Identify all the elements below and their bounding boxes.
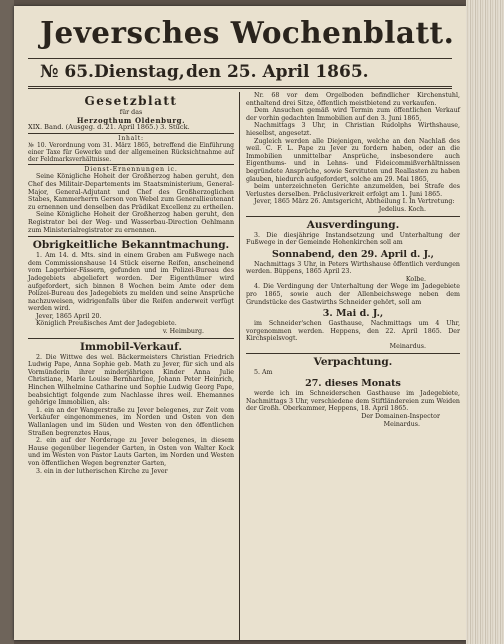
bekanntmachung-signature: v. Heimburg. <box>162 328 204 336</box>
right-continuation: Nr. 68 vor dem Orgelboden befindlicher Kirchenstuhl, enthaltend drei Sitze, öffentlich meistbietend zu verkaufen. <box>246 92 460 107</box>
gesetzblatt-sub2: Herzogthum Oldenburg. <box>76 115 186 125</box>
bekanntmachung-text: 1. Am 14. d. Mts. sind in einem Graben am Fußwege nach dem Commissionshause 14 Stück eiserne Reifen, anscheinend vom Lagerbier-Fässern, gefunden und im Polizei-Bureau des Jadegebiets abgeliefert worden. Der Eigenthümer wird aufgefordert, sich binnen 8 Wochen beim Amte oder dem Polizei-Bureau des Jadegebiets zu melden und seine Ansprüche nachzuweisen, widrigenfalls über die Reifen anderweit verfügt werden wird. <box>28 252 234 313</box>
newspaper-title: Jeversches Wochenblatt. <box>40 16 455 51</box>
verpachtung-signature: Meinardus. <box>383 420 420 428</box>
ausverdingung-text3: 4. Die Verdingung der Unterhaltung der Wege im Jadegebiete pro 1865, sowie auch der Allenbeichswege neben dem Grundstücke des Gastwirths Schneider gehört, soll am <box>246 283 460 306</box>
ausverdingung-text1: 3. Die diesjährige Instandsetzung und Unterhaltung der Fußwege in der Gemeinde Hohenkirchen soll am <box>246 231 460 247</box>
column-divider <box>239 92 240 640</box>
section-rule <box>246 216 460 217</box>
inhalt-box <box>28 133 234 165</box>
right-p1: Dem Ansuchen gemäß wird Termin zum öffentlichen Verkauf der vorhin gedachten Immobilien auf den 3. Juni 1865, <box>246 107 460 122</box>
bekanntmachung-heading: Obrigkeitliche Bekanntmachung. <box>32 239 230 252</box>
issue-number: № 65. <box>40 62 94 82</box>
right-p4: beim unterzeichneten Gerichte anzumelden, bei Strafe des Verlustes derselben. Präclusiverkreit erfolgt am 1. Juni 1865. <box>246 183 460 198</box>
immobil-item2: 2. ein auf der Norderage zu Jever belegenes, in diesem Hause gegenüber liegender Garten, in Osten von Walter Kock und im Westen von Pastor Lauts Garten, im Norden und Westen von öffentlichen Wegen begrenzter Garten, <box>28 437 234 467</box>
verpachtung-date: 27. dieses Monats <box>305 378 401 390</box>
right-column <box>246 92 460 428</box>
masthead-rule <box>28 58 452 59</box>
section-rule <box>28 236 234 237</box>
issue-day: Dienstag, <box>94 62 185 82</box>
gesetzblatt-title: Gesetzblatt <box>84 94 178 108</box>
immobil-item1: 1. ein an der Wangerstraße zu Jever belegenes, zur Zeit vom Verkäufer eingenommenes, im Norden und Osten von den Wallanlagen und im Süden und Westen von den öffentlichen Straßen begrenztes Haus, <box>28 406 234 437</box>
ausverdingung-heading: Ausverdingung. <box>306 218 400 231</box>
right-signature: Jedelius. Koch. <box>378 205 426 213</box>
bekanntmachung-place: Jever, 1865 April 20. <box>36 312 102 320</box>
verpachtung-office: Der Domainen-Inspector <box>361 413 440 420</box>
gesetzblatt-sub1: für das <box>119 109 143 116</box>
right-p2: Nachmittags 3 Uhr, in Christian Rudolphs Wirthshause, hieselbst, angesetzt. <box>246 122 460 137</box>
ausverdingung-date1: Sonnabend, den 29. April d. J., <box>272 248 434 260</box>
dienst-p2: Seine Königliche Hoheit der Großherzog haben geruht, den Registrator bei der Weg- und Wasserbau-Direction Oehlmann zum Ministerialregistrator zu ernennen. <box>28 211 234 234</box>
book-edge-right <box>466 0 504 644</box>
immobil-item3: 3. ein in der lutherischen Kirche zu Jever <box>36 467 168 475</box>
bekanntmachung-office: Königlich Preußisches Amt der Jadegebiete. <box>36 320 177 328</box>
inhalt-text: № 10. Verordnung vom 31. März 1865, betreffend die Einführung einer Taxe für Gewerke und der allgemeinen Rücksichtnahme auf der Feldmarksverhältnisse. <box>28 141 234 163</box>
dienst-heading: Dienst-Ernennungen ic. <box>84 165 178 173</box>
ausverdingung-text2: Nachmittags 3 Uhr, in Peters Wirthshause öffentlich verdungen werden. Büppens, 1865 April 23. <box>246 260 460 276</box>
right-p5: Jever, 1865 März 26. Amtsgericht, Abtheilung I. In Vertretung: <box>254 198 455 206</box>
immobil-heading: Immobil-Verkauf. <box>80 340 182 353</box>
section-rule <box>246 353 460 354</box>
gesetzblatt-volume: XIX. Band. (Ausgeg. d. 21. April 1865.) 3. Stück. <box>28 123 190 132</box>
immobil-text: 2. Die Wittwe des wel. Bäckermeisters Christian Friedrich Ludwig Pape, Anna Sophie geb. Math zu Jever, für sich und als Vormünderin ihrer minderjährigen Kinder Anna Julie Christiane, Marie Louise Bernhardine, Johann Peter Heinrich, Hinchen Wilhelmine Catharine und Sophie Ludwig Georg Pape, beabsichtigt folgende zum Nachlasse ihres weil. Ehemannes gehörige Immobilien, als: <box>28 353 234 407</box>
ausverdingung-signature2: Meinardus. <box>389 343 426 351</box>
verpachtung-heading: Verpachtung. <box>313 355 393 368</box>
verpachtung-text2: werde ich im Schneiderschen Gasthause im Jadegebiete, Nachmittags 3 Uhr, verschiedene dem Stiftländereien zum Weiden der Großh. Oberkammer, Heppens, 18. April 1865. <box>246 390 460 413</box>
ausverdingung-date2: 3. Mai d. J., <box>322 308 384 320</box>
ausverdingung-signature1: Kolbe. <box>405 275 426 283</box>
issue-line <box>36 62 446 84</box>
verpachtung-text1: 5. Am <box>254 368 273 376</box>
right-p3: Zugleich werden alle Diejenigen, welche an den Nachlaß des weil. C. F. L. Pape zu Jever zu fordern haben, oder an die Immobilien unmittelbar Ansprüche, insbesondere auch Eigenthums- und in Lehns- und Fideicommißverhältnissen begründete Ansprüche, sowie Servituten und Reallasten zu haben glauben, hiedurch aufgefordert, solche am 29. Mai 1865, <box>246 137 460 183</box>
issue-rule <box>28 86 452 89</box>
newspaper-page <box>14 6 466 640</box>
section-rule <box>28 338 234 339</box>
inhalt-heading: Inhalt: <box>118 134 144 142</box>
dienst-p1: Seine Königliche Hoheit der Großherzog haben geruht, den Chef des Militair-Departements im Staatsministerium, General-Major, General-Adjutant und Chef des Großherzoglichen Stabes, Kammerherrn Gerson von Webel zum Generallieutenant zu ernennen und denselben das Prädikat Excellenz zu ertheilen. <box>28 173 234 211</box>
book-edge-left <box>0 0 14 644</box>
left-column <box>28 92 234 475</box>
issue-date: den 25. April 1865. <box>186 62 369 82</box>
ausverdingung-text4: im Schneider'schen Gasthause, Nachmittags um 4 Uhr, vorgenommen werden. Heppens, den 22. April 1865. Der Kirchspielsvogt. <box>246 320 460 343</box>
